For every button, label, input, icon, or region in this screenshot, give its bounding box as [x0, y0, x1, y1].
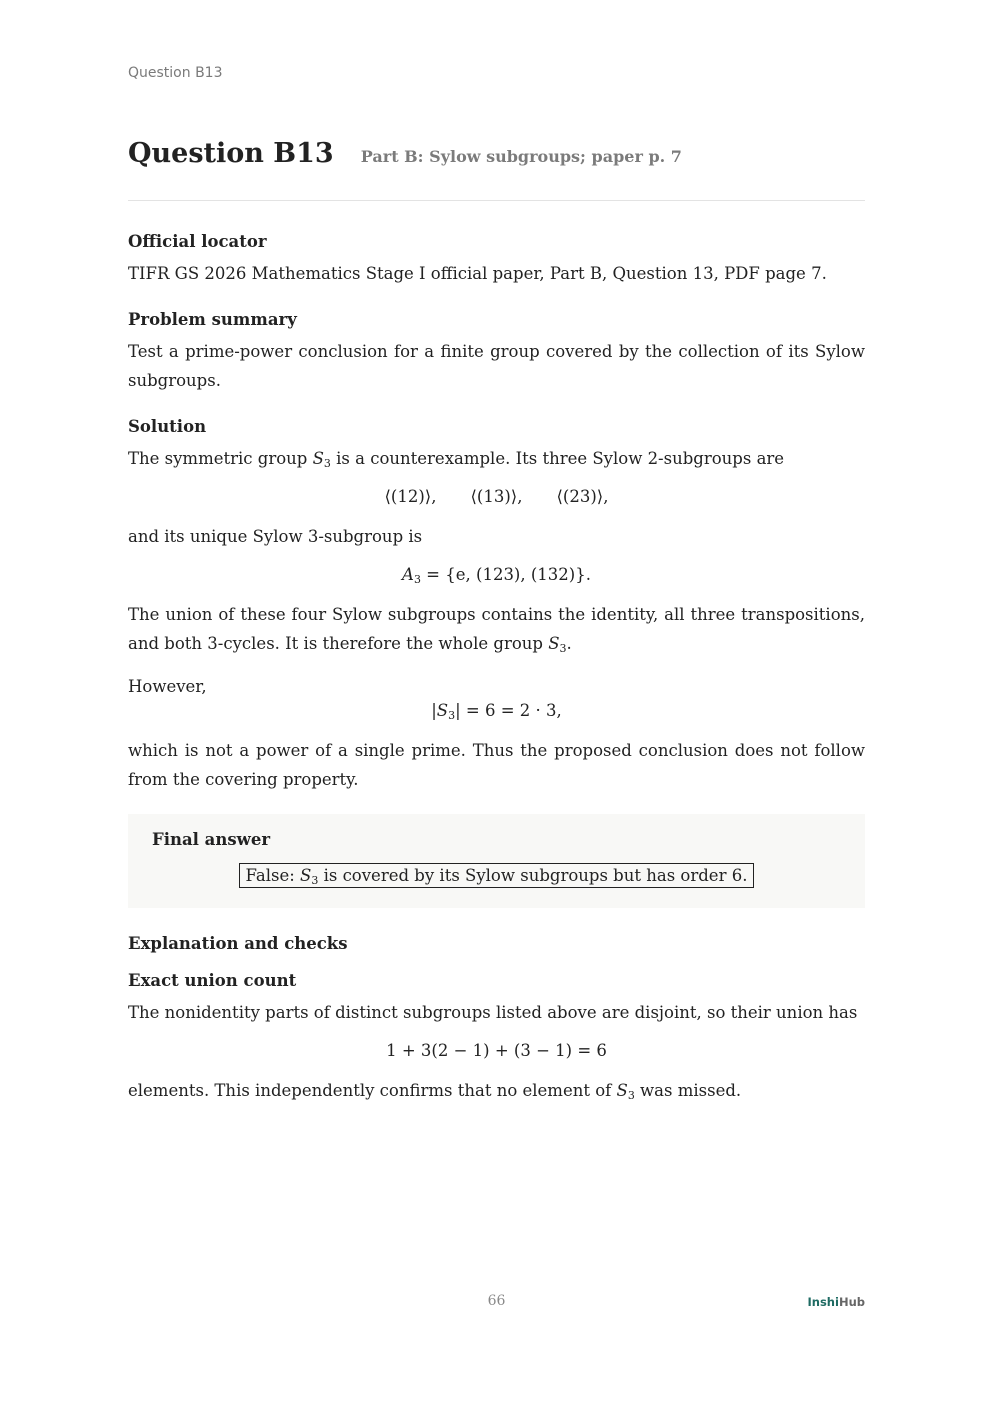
order-equation: $|S_3| = 6 = 2 \cdot 3$,: [431, 701, 562, 722]
main-content: [128, 232, 865, 1105]
page-subtitle: Part B: Sylow subgroups; paper p. 7: [360, 147, 682, 166]
official-locator-heading: Official locator: [128, 232, 267, 251]
a3-equation: $A_3 = \{e$, (123), (132)}.: [402, 565, 591, 586]
solution-paragraph-2: and its unique Sylow 3-subgroup is: [128, 527, 423, 546]
title-row: [128, 138, 865, 169]
subgroup-13: ⟨(13)⟩,: [470, 487, 523, 506]
problem-summary-heading: Problem summary: [128, 310, 297, 329]
solution-paragraph-4: However,: [128, 677, 207, 696]
problem-summary-text: Test a prime-power conclusion for a finite group covered by the collection of its Sylow subgroups.: [128, 342, 865, 390]
title-divider: [128, 200, 865, 201]
solution-heading: Solution: [128, 417, 207, 436]
final-answer-heading: Final answer: [152, 830, 271, 849]
final-answer-box: [128, 814, 865, 908]
final-answer-boxed: False: $S_3$ is covered by its Sylow subgroups but has order 6.: [239, 863, 755, 888]
explanation-paragraph-1: The nonidentity parts of distinct subgroups listed above are disjoint, so their union has: [128, 1003, 858, 1022]
union-count-equation: 1 + 3(2 − 1) + (3 − 1) = 6: [386, 1041, 607, 1060]
page-title: Question B13: [128, 138, 334, 169]
explanation-heading: Explanation and checks: [128, 934, 348, 953]
explanation-paragraph-2: elements. This independently confirms that no element of $S_3$ was missed.: [128, 1081, 742, 1102]
solution-paragraph-5: which is not a power of a single prime. Thus the proposed conclusion does not follow from the covering property.: [128, 741, 865, 789]
subgroup-23: ⟨(23)⟩,: [556, 487, 609, 506]
official-locator-text: TIFR GS 2026 Mathematics Stage I official paper, Part B, Question 13, PDF page 7.: [128, 264, 827, 283]
running-head: Question B13: [128, 65, 223, 81]
solution-paragraph-1: The symmetric group $S_3$ is a counterexample. Its three Sylow 2-subgroups are: [128, 449, 785, 470]
union-count-subheading: Exact union count: [128, 971, 297, 990]
inshihub-logo: InshiHub: [807, 1295, 865, 1309]
solution-paragraph-3: The union of these four Sylow subgroups contains the identity, all three transpositions, and both 3-cycles. It is therefore the whole group $S_3$.: [128, 605, 865, 655]
subgroup-12: ⟨(12)⟩,: [384, 487, 437, 506]
sylow-2-subgroups-display: [128, 487, 865, 506]
page-number: 66: [487, 1293, 506, 1309]
